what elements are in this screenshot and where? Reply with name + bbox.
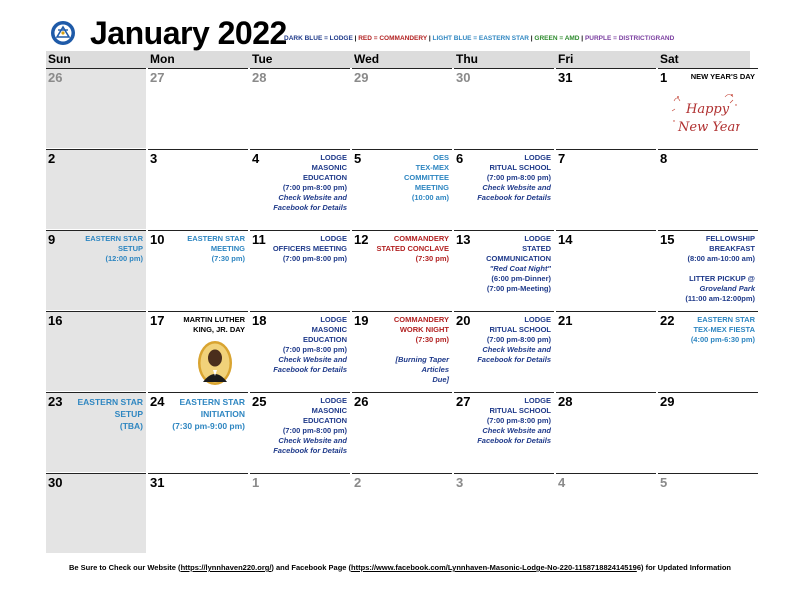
- event-line: (7:00 pm-8:00 pm): [282, 183, 347, 192]
- event-line: COMMANDERY: [393, 315, 449, 324]
- day-cell[interactable]: [250, 230, 350, 310]
- event-line: Groveland Park: [699, 284, 755, 293]
- event-line: LODGE: [524, 315, 551, 324]
- day-number: 27: [150, 70, 165, 85]
- happy-new-year-graphic: [670, 91, 740, 141]
- day-number: 24: [150, 394, 165, 409]
- event-line: "Red Coat Night": [489, 264, 551, 273]
- day-number: 2: [48, 151, 56, 166]
- weekday-thu: Thu: [456, 52, 478, 66]
- day-number: 26: [354, 394, 369, 409]
- legend-item: PURPLE = DISTRICT/GRAND: [584, 35, 675, 42]
- event-line: (7:30 pm): [211, 254, 245, 263]
- event-line: LODGE: [524, 153, 551, 162]
- day-cell[interactable]: [658, 230, 758, 310]
- day-cell[interactable]: [46, 473, 146, 553]
- day-number: 19: [354, 313, 369, 328]
- day-cell[interactable]: [250, 473, 350, 553]
- day-number: 20: [456, 313, 471, 328]
- event-line: MASONIC EDUCATION: [302, 406, 347, 425]
- event-line: Check Website and: [278, 355, 347, 364]
- legend-separator: |: [352, 35, 359, 42]
- event-line: STATED: [522, 244, 551, 253]
- day-number: 25: [252, 394, 267, 409]
- day-number: 31: [558, 70, 573, 85]
- footer-note: [0, 563, 800, 572]
- day-cell[interactable]: [46, 149, 146, 229]
- event-line: (7:00 pm-8:00 pm): [486, 173, 551, 182]
- event-block: [268, 153, 347, 213]
- day-number: 3: [150, 151, 158, 166]
- day-number: 4: [558, 475, 566, 490]
- legend-item: GREEN = AMD: [534, 35, 580, 42]
- day-number: 8: [660, 151, 668, 166]
- happy-new-year-text: New Year: [678, 120, 740, 135]
- event-block: [268, 315, 347, 375]
- legend-item: RED = COMMANDERY: [358, 35, 428, 42]
- day-cell[interactable]: [46, 392, 146, 472]
- event-block: [166, 315, 245, 335]
- day-cell[interactable]: [454, 311, 554, 391]
- event-line: Check Website and: [482, 345, 551, 354]
- event-block: [64, 396, 143, 432]
- event-line: Facebook for Details: [273, 365, 347, 374]
- event-line: STATED CONCLAVE: [376, 244, 449, 253]
- event-line: BREAKFAST: [709, 244, 755, 253]
- event-block: [166, 234, 245, 264]
- day-cell[interactable]: [454, 392, 554, 472]
- event-line: (10:00 am): [411, 193, 449, 202]
- event-line: EASTERN STAR: [179, 397, 245, 407]
- event-block: [472, 234, 551, 294]
- day-number: 23: [48, 394, 63, 409]
- mlk-portrait-image: [197, 340, 233, 386]
- website-link[interactable]: https://lynnhaven220.org/: [180, 563, 272, 572]
- day-cell[interactable]: [658, 311, 758, 391]
- event-line: (6:00 pm-Dinner): [491, 274, 551, 283]
- day-number: 28: [252, 70, 267, 85]
- day-cell[interactable]: [46, 230, 146, 310]
- event-line: RITUAL SCHOOL: [489, 406, 551, 415]
- legend-separator: |: [579, 35, 585, 42]
- day-cell[interactable]: [556, 230, 656, 310]
- event-line: LODGE: [320, 315, 347, 324]
- page-title: January 2022: [90, 15, 287, 51]
- facebook-link[interactable]: https://www.facebook.com/Lynnhaven-Masonic-Lodge-No-220-115871882414519: [351, 563, 637, 572]
- legend-item: LIGHT BLUE = EASTERN STAR: [432, 35, 529, 42]
- event-line: [Burning Taper Articles: [395, 355, 449, 374]
- event-line: (7:30 pm): [415, 254, 449, 263]
- day-number: 22: [660, 313, 675, 328]
- legend-separator: |: [528, 35, 535, 42]
- event-line: LITTER PICKUP @: [689, 274, 755, 283]
- day-number: 15: [660, 232, 675, 247]
- day-number: 18: [252, 313, 267, 328]
- event-line: Check Website and: [278, 436, 347, 445]
- day-number: 16: [48, 313, 63, 328]
- weekday-header-row: [46, 51, 750, 68]
- event-line: (7:00 pm-8:00 pm): [486, 416, 551, 425]
- day-cell[interactable]: [556, 149, 656, 229]
- day-cell[interactable]: [352, 68, 452, 148]
- calendar-header: [46, 14, 756, 52]
- event-line: EASTERN STAR: [77, 397, 143, 407]
- event-block: [370, 315, 449, 385]
- day-number: 29: [354, 70, 369, 85]
- day-number: 12: [354, 232, 369, 247]
- event-block: [676, 234, 755, 304]
- weekday-mon: Mon: [150, 52, 175, 66]
- day-cell[interactable]: [148, 392, 248, 472]
- event-line: LODGE: [320, 396, 347, 405]
- day-cell[interactable]: [352, 392, 452, 472]
- weekday-fri: Fri: [558, 52, 574, 66]
- event-line: EASTERN STAR: [85, 234, 143, 243]
- day-cell[interactable]: [250, 392, 350, 472]
- event-line: (4:00 pm-6:30 pm): [690, 335, 755, 344]
- day-number: 6: [456, 151, 464, 166]
- event-line: Check Website and: [482, 183, 551, 192]
- event-line: TEX-MEX COMMITTEE: [404, 163, 449, 182]
- weekday-sun: Sun: [48, 52, 71, 66]
- event-line: RITUAL SCHOOL: [489, 163, 551, 172]
- day-number: 1: [660, 70, 668, 85]
- day-cell[interactable]: [148, 311, 248, 391]
- day-cell[interactable]: [250, 149, 350, 229]
- event-block: [268, 234, 347, 264]
- event-block: [472, 396, 551, 446]
- event-line: [676, 264, 755, 274]
- day-cell[interactable]: [556, 392, 656, 472]
- event-line: LODGE: [320, 153, 347, 162]
- event-line: Check Website and: [482, 426, 551, 435]
- event-line: SETUP: [117, 244, 143, 253]
- event-line: Facebook for Details: [477, 193, 551, 202]
- event-line: OFFICERS MEETING: [272, 244, 347, 253]
- day-number: 30: [456, 70, 471, 85]
- event-line: LODGE: [320, 234, 347, 243]
- day-cell[interactable]: [658, 68, 758, 148]
- event-line: INITIATION: [200, 409, 245, 419]
- event-block: [472, 315, 551, 365]
- event-line: [370, 345, 449, 355]
- day-cell[interactable]: [556, 473, 656, 553]
- event-block: [166, 396, 245, 432]
- day-number: 28: [558, 394, 573, 409]
- weekday-sat: Sat: [660, 52, 679, 66]
- legend-item: DARK BLUE = LODGE: [284, 35, 353, 42]
- weekday-wed: Wed: [354, 52, 380, 66]
- day-cell[interactable]: [454, 149, 554, 229]
- event-line: (7:30 pm): [415, 335, 449, 344]
- event-line: LODGE: [524, 234, 551, 243]
- footer-prefix: Be Sure to Check our Website (: [69, 563, 181, 572]
- day-cell[interactable]: [250, 311, 350, 391]
- day-number: 1: [252, 475, 260, 490]
- day-cell[interactable]: [352, 230, 452, 310]
- event-line: (7:00 pm-8:00 pm): [282, 254, 347, 263]
- day-number: 5: [660, 475, 668, 490]
- event-line: (7:00 pm-Meeting): [486, 284, 551, 293]
- day-cell[interactable]: [454, 473, 554, 553]
- day-cell[interactable]: [352, 149, 452, 229]
- day-number: 29: [660, 394, 675, 409]
- day-number: 3: [456, 475, 464, 490]
- event-line: Facebook for Details: [477, 436, 551, 445]
- footer-suffix: 6) for Updated Information: [636, 563, 731, 572]
- event-line: Facebook for Details: [273, 446, 347, 455]
- day-cell[interactable]: [352, 473, 452, 553]
- event-line: MEETING: [414, 183, 449, 192]
- event-line: (7:00 pm-8:00 pm): [486, 335, 551, 344]
- event-line: MASONIC EDUCATION: [302, 163, 347, 182]
- day-cell[interactable]: [148, 473, 248, 553]
- day-cell[interactable]: [46, 68, 146, 148]
- event-line: WORK NIGHT: [399, 325, 449, 334]
- day-number: 5: [354, 151, 362, 166]
- day-number: 2: [354, 475, 362, 490]
- color-legend: [284, 35, 674, 42]
- day-number: 26: [48, 70, 63, 85]
- day-number: 11: [252, 232, 266, 247]
- event-line: (11:00 am-12:00pm): [685, 294, 755, 303]
- event-line: (7:00 pm-8:00 pm): [282, 426, 347, 435]
- day-cell[interactable]: [148, 149, 248, 229]
- event-block: [370, 234, 449, 264]
- day-cell[interactable]: [658, 473, 758, 553]
- event-block: [64, 234, 143, 264]
- day-cell[interactable]: [148, 68, 248, 148]
- day-cell[interactable]: [250, 68, 350, 148]
- event-block: [472, 153, 551, 203]
- event-line: (7:00 pm-8:00 pm): [282, 345, 347, 354]
- event-block: [676, 72, 755, 82]
- event-line: EASTERN STAR: [187, 234, 245, 243]
- day-cell[interactable]: [454, 68, 554, 148]
- day-cell[interactable]: [556, 68, 656, 148]
- event-line: Due]: [432, 375, 449, 384]
- event-line: RITUAL SCHOOL: [489, 325, 551, 334]
- event-line: TEX-MEX FIESTA: [693, 325, 755, 334]
- event-line: MASONIC EDUCATION: [302, 325, 347, 344]
- event-line: COMMUNICATION: [486, 254, 551, 263]
- day-number: 4: [252, 151, 260, 166]
- event-line: KING, JR. DAY: [193, 325, 245, 334]
- event-line: LODGE: [524, 396, 551, 405]
- event-line: (8:00 am-10:00 am): [687, 254, 755, 263]
- event-block: [268, 396, 347, 456]
- day-cell[interactable]: [556, 311, 656, 391]
- event-line: NEW YEAR'S DAY: [690, 72, 755, 81]
- event-line: (TBA): [119, 421, 143, 431]
- event-line: Facebook for Details: [273, 203, 347, 212]
- legend-separator: |: [427, 35, 433, 42]
- day-cell[interactable]: [658, 392, 758, 472]
- day-number: 30: [48, 475, 63, 490]
- day-number: 13: [456, 232, 471, 247]
- event-line: MEETING: [210, 244, 245, 253]
- event-line: OES: [433, 153, 449, 162]
- event-line: MARTIN LUTHER: [183, 315, 245, 324]
- day-number: 21: [558, 313, 573, 328]
- event-line: COMMANDERY: [393, 234, 449, 243]
- day-number: 9: [48, 232, 56, 247]
- event-line: Check Website and: [278, 193, 347, 202]
- day-number: 17: [150, 313, 165, 328]
- weekday-tue: Tue: [252, 52, 273, 66]
- day-cell[interactable]: [148, 230, 248, 310]
- day-number: 27: [456, 394, 471, 409]
- day-number: 14: [558, 232, 573, 247]
- event-block: [676, 315, 755, 345]
- day-cell[interactable]: [46, 311, 146, 391]
- event-line: (7:30 pm-9:00 pm): [172, 421, 245, 431]
- event-line: SETUP: [114, 409, 143, 419]
- event-line: EASTERN STAR: [697, 315, 755, 324]
- day-number: 7: [558, 151, 566, 166]
- lodge-logo-icon: [50, 20, 76, 46]
- footer-middle: ) and Facebook Page (: [271, 563, 352, 572]
- day-cell[interactable]: [454, 230, 554, 310]
- event-block: [370, 153, 449, 203]
- event-line: FELLOWSHIP: [705, 234, 755, 243]
- event-line: (12:00 pm): [105, 254, 143, 263]
- event-line: Facebook for Details: [477, 355, 551, 364]
- day-cell[interactable]: [658, 149, 758, 229]
- day-number: 31: [150, 475, 165, 490]
- day-cell[interactable]: [352, 311, 452, 391]
- day-number: 10: [150, 232, 165, 247]
- happy-new-year-text: Happy: [686, 102, 730, 117]
